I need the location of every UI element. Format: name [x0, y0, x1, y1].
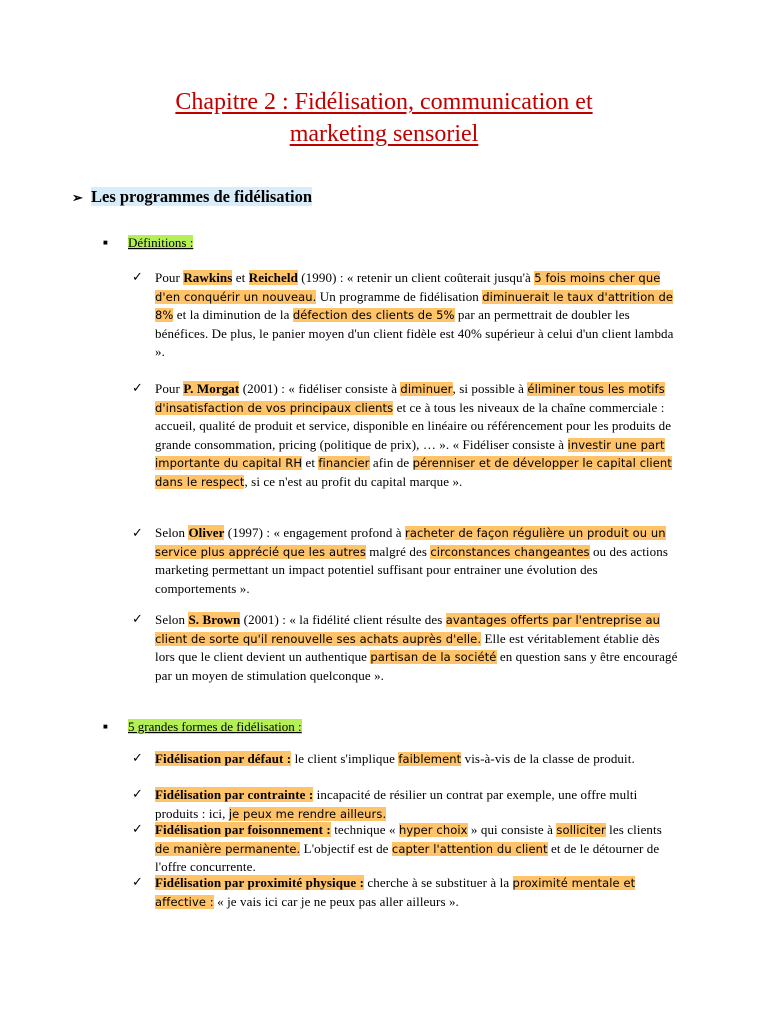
chapter-title-line1: Chapitre 2 : Fidélisation, communication et: [175, 89, 593, 115]
author-name: Reicheld: [248, 270, 298, 285]
checkmark-icon: ✓: [132, 525, 143, 540]
checkmark-icon: ✓: [132, 786, 143, 801]
definition-morgat: Pour P. Morgat (2001) : « fidéliser consiste à diminuer, si possible à éliminer tous les motifs d'insatisfaction de vos principaux clients et ce à tous les niveaux de la chaîne commerciale : accueil, qualité de produit et service, disponible en linéaire ou référencement pour les produits de grande consommation, pricing (politique de prix), … ». « Fidéliser consiste à investir une part importante du capital RH et financier afin de pérenniser et de développer le capital client dans le respect, si ce n'est au profit du capital marque ».: [155, 381, 672, 489]
definition-brown: Selon S. Brown (2001) : « la fidélité client résulte des avantages offerts par l'entreprise au client de sorte qu'il renouvelle ses achats auprès d'elle. Elle est véritablement établie dès lors que le client devient un authentique partisan de la société en question sans y être encouragé par un moyen de stimulation quelconque ».: [155, 612, 678, 683]
forme-defaut: Fidélisation par défaut : le client s'implique faiblement vis-à-vis de la classe de produit.: [155, 751, 635, 766]
formes-heading: [103, 718, 302, 736]
square-bullet-icon: ■: [103, 238, 108, 247]
forme-label: Fidélisation par défaut :: [155, 751, 292, 766]
definitions-heading-text: Définitions :: [128, 235, 194, 250]
chapter-title: [0, 86, 768, 150]
author-name: P. Morgat: [183, 381, 240, 396]
forme-contrainte: Fidélisation par contrainte : incapacité de résilier un contrat par exemple, une offre multi produits : ici, je peux me rendre ailleurs.: [155, 787, 638, 821]
chapter-title-line2: marketing sensoriel: [289, 121, 479, 147]
forme-label: Fidélisation par foisonnement :: [155, 822, 331, 837]
forme-label: Fidélisation par contrainte :: [155, 787, 314, 802]
author-name: S. Brown: [188, 612, 241, 627]
section-heading: [72, 186, 312, 209]
author-name: Oliver: [188, 525, 225, 540]
author-name: Rawkins: [183, 270, 233, 285]
checkmark-icon: ✓: [132, 269, 143, 284]
checkmark-icon: ✓: [132, 380, 143, 395]
checkmark-icon: ✓: [132, 821, 143, 836]
square-bullet-icon: ■: [103, 722, 108, 731]
forme-foisonnement: Fidélisation par foisonnement : technique « hyper choix » qui consiste à solliciter les clients de manière permanente. L'objectif est de capter l'attention du client et de le détourner de l'offre concurrente.: [155, 822, 662, 874]
definitions-heading: [103, 234, 193, 252]
forme-label: Fidélisation par proximité physique :: [155, 875, 365, 890]
section-heading-text: Les programmes de fidélisation: [91, 187, 313, 206]
formes-heading-text: 5 grandes formes de fidélisation :: [128, 719, 302, 734]
forme-proximite: Fidélisation par proximité physique : cherche à se substituer à la proximité mentale et affective : « je vais ici car je ne peux pas aller ailleurs ».: [155, 875, 636, 909]
checkmark-icon: ✓: [132, 874, 143, 889]
definition-rawkins: Pour Rawkins et Reicheld (1990) : « retenir un client coûterait jusqu'à 5 fois moins cher que d'en conquérir un nouveau. Un programme de fidélisation diminuerait le taux d'attrition de 8% et la diminution de la défection des clients de 5% par an permettrait de doubler les bénéfices. De plus, le panier moyen d'un client fidèle est 40% supérieur à celui d'un client lambda ».: [155, 270, 674, 359]
arrow-bullet-icon: ➢: [72, 190, 83, 205]
checkmark-icon: ✓: [132, 750, 143, 765]
definition-oliver: Selon Oliver (1997) : « engagement profond à racheter de façon régulière un produit ou un service plus apprécié que les autres malgré des circonstances changeantes ou des actions marketing permettant un impact potentiel suffisant pour entrainer une évolution des comportements ».: [155, 525, 668, 596]
checkmark-icon: ✓: [132, 611, 143, 626]
